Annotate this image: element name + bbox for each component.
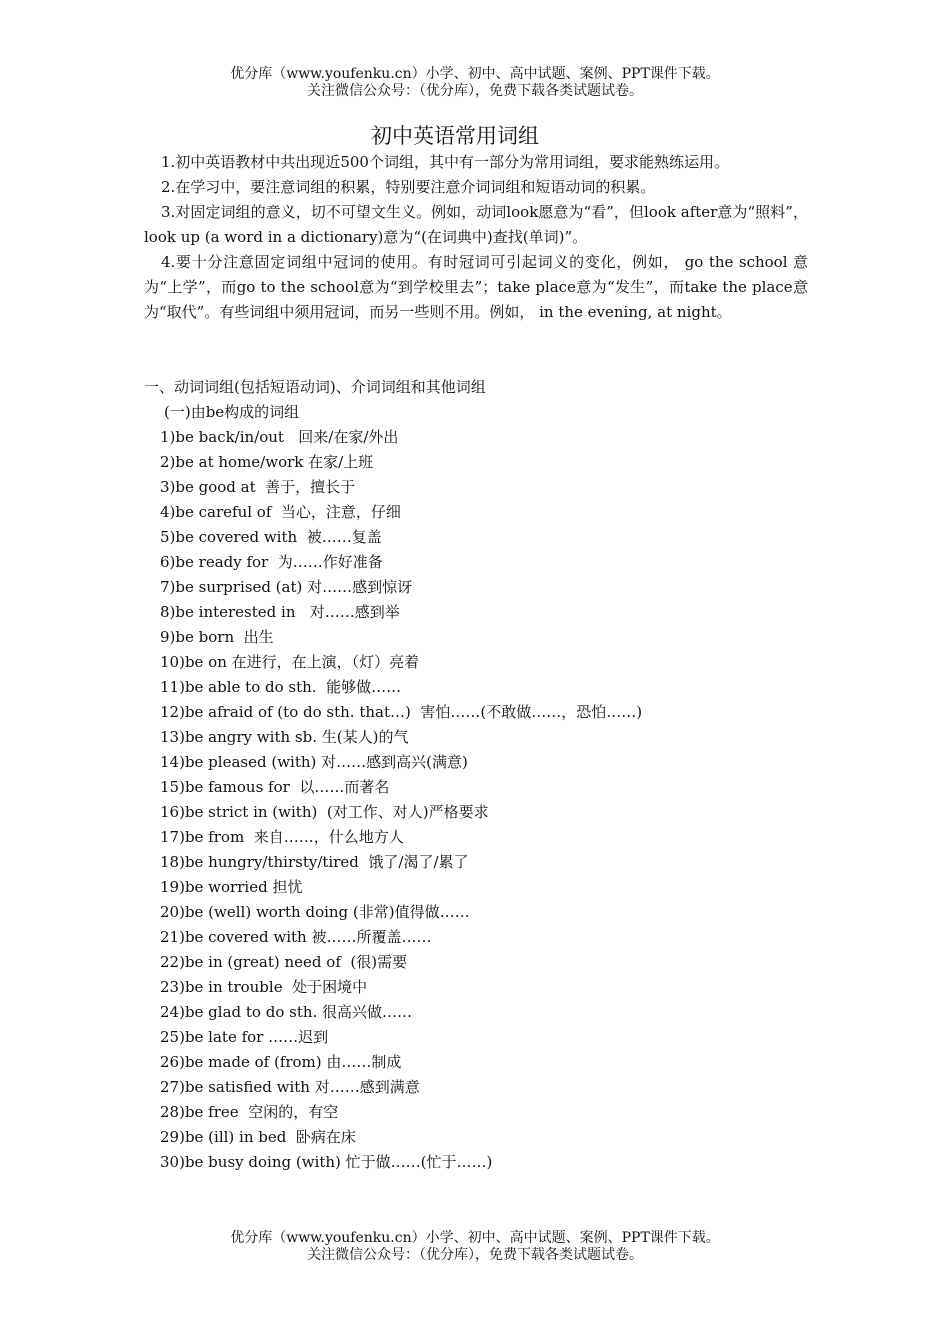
phrase-item: 17)be from 来自……，什么地方人 bbox=[160, 828, 404, 846]
phrase-item: 21)be covered with 被……所覆盖…… bbox=[160, 928, 432, 946]
intro-paragraph-1: 1.初中英语教材中共出现近500个词组，其中有一部分为常用词组，要求能熟练运用。 bbox=[161, 153, 729, 171]
header-line-2: 关注微信公众号：（优分库），免费下载各类试题试卷。 bbox=[307, 83, 643, 99]
phrase-item: 12)be afraid of (to do sth. that…) 害怕……(不敢做……，恐怕……) bbox=[160, 703, 643, 721]
section-subheading: (一)由be构成的词组 bbox=[164, 403, 300, 421]
phrase-item: 23)be in trouble 处于困境中 bbox=[160, 978, 368, 996]
phrase-section bbox=[144, 375, 808, 1175]
footer-line-1: 优分库（www.youfenku.cn）小学、初中、高中试题、案例、PPT课件下载。 bbox=[230, 1230, 720, 1246]
header-line-1: 优分库（www.youfenku.cn）小学、初中、高中试题、案例、PPT课件下载。 bbox=[230, 66, 720, 82]
phrase-item: 5)be covered with 被……复盖 bbox=[160, 528, 382, 546]
phrase-item: 26)be made of (from) 由……制成 bbox=[160, 1053, 402, 1071]
phrase-item: 14)be pleased (with) 对……感到高兴(满意) bbox=[160, 753, 468, 771]
phrase-item: 8)be interested in 对……感到举 bbox=[160, 603, 400, 621]
phrase-item: 24)be glad to do sth. 很高兴做…… bbox=[160, 1003, 413, 1021]
phrase-item: 10)be on 在进行，在上演，（灯）亮着 bbox=[160, 653, 420, 671]
phrase-item: 19)be worried 担忧 bbox=[160, 878, 303, 896]
phrase-item: 20)be (well) worth doing (非常)值得做…… bbox=[160, 903, 470, 921]
phrase-item: 25)be late for ……迟到 bbox=[160, 1028, 329, 1046]
phrase-item: 11)be able to do sth. 能够做…… bbox=[160, 678, 402, 696]
intro-paragraph-2: 2.在学习中，要注意词组的积累，特别要注意介词词组和短语动词的积累。 bbox=[161, 178, 656, 196]
phrase-item: 15)be famous for 以……而著名 bbox=[160, 778, 390, 796]
intro-paragraph-3: 3.对固定词组的意义，切不可望文生义。例如，动词look愿意为“看”，但look after意为“照料”，look up (a word in a dictionary)意为“(在词典中)查找(单词)”。 bbox=[144, 203, 808, 246]
phrase-item: 7)be surprised (at) 对……感到惊讶 bbox=[160, 578, 413, 596]
phrase-item: 30)be busy doing (with) 忙于做……(忙于……) bbox=[160, 1153, 493, 1171]
phrase-item: 29)be (ill) in bed 卧病在床 bbox=[160, 1128, 356, 1146]
intro-paragraphs bbox=[144, 150, 808, 325]
phrase-item: 9)be born 出生 bbox=[160, 628, 274, 646]
phrase-item: 4)be careful of 当心，注意，仔细 bbox=[160, 503, 401, 521]
phrase-item: 6)be ready for 为……作好准备 bbox=[160, 553, 383, 571]
page-header bbox=[0, 66, 950, 100]
phrase-item: 22)be in (great) need of (很)需要 bbox=[160, 953, 408, 971]
phrase-item: 13)be angry with sb. 生(某人)的气 bbox=[160, 728, 409, 746]
phrase-item: 28)be free 空闲的，有空 bbox=[160, 1103, 339, 1121]
phrase-item: 16)be strict in (with) (对工作、对人)严格要求 bbox=[160, 803, 489, 821]
section-heading: 一、动词词组(包括短语动词)、介词词组和其他词组 bbox=[144, 378, 486, 396]
phrase-item: 2)be at home/work 在家/上班 bbox=[160, 453, 374, 471]
document-title: 初中英语常用词组 bbox=[371, 124, 539, 148]
page-footer bbox=[0, 1230, 950, 1264]
footer-line-2: 关注微信公众号：（优分库），免费下载各类试题试卷。 bbox=[307, 1247, 643, 1263]
phrase-item: 3)be good at 善于，擅长于 bbox=[160, 478, 356, 496]
phrase-item: 18)be hungry/thirsty/tired 饿了/渴了/累了 bbox=[160, 853, 469, 871]
phrase-item: 1)be back/in/out 回来/在家/外出 bbox=[160, 428, 399, 446]
phrase-list bbox=[144, 425, 808, 1175]
intro-paragraph-4: 4.要十分注意固定词组中冠词的使用。有时冠词可引起词义的变化，例如， go the school 意为“上学”，而go to the school意为“到学校里去”；take place意为“发生”，而take the place意为“取代”。有些词组中须用冠词，而另一些则不用。例如， in the evening, at night。 bbox=[144, 253, 808, 321]
phrase-item: 27)be satisfied with 对……感到满意 bbox=[160, 1078, 420, 1096]
